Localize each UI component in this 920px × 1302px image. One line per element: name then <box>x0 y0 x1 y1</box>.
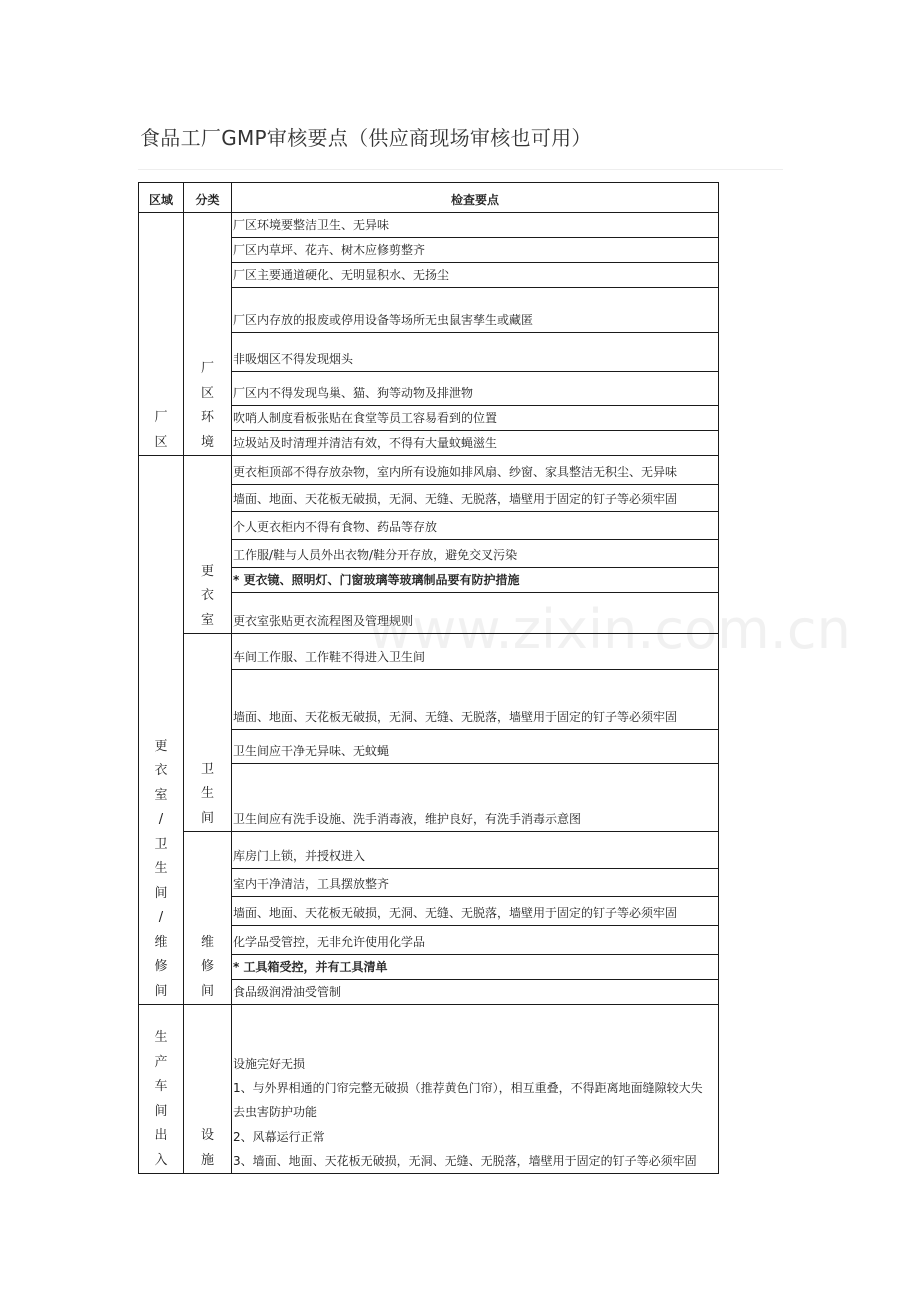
category-label <box>184 758 231 832</box>
category-cell <box>184 832 232 1005</box>
audit-table <box>138 182 719 1174</box>
vertical-char: 入 <box>154 1152 168 1168</box>
vertical-char: 环 <box>200 410 214 425</box>
vertical-char: / <box>158 812 164 827</box>
area-label <box>139 406 183 455</box>
vertical-char: 车 <box>154 1079 168 1094</box>
vertical-char: 产 <box>154 1054 168 1070</box>
watermark: www.zixin.com.cn <box>368 598 851 661</box>
vertical-char: 更 <box>154 738 168 754</box>
check-item: 库房门上锁，并授权进入 <box>232 832 719 869</box>
table-row <box>139 213 719 238</box>
header-points: 检查要点 <box>232 183 719 213</box>
check-item: 厂区主要通道硬化、无明显积水、无扬尘 <box>232 263 719 288</box>
vertical-char: 更 <box>200 563 214 579</box>
check-item: * 更衣镜、照明灯、门窗玻璃等玻璃制品要有防护措施 <box>232 568 719 593</box>
area-cell <box>139 456 184 1005</box>
check-item: 卫生间应干净无异味、无蚊蝇 <box>232 730 719 764</box>
area-cell <box>139 213 184 456</box>
category-label <box>184 931 231 1005</box>
check-item: 垃圾站及时清理并清洁有效，不得有大量蚊蝇滋生 <box>232 431 719 456</box>
vertical-char: 间 <box>200 810 214 826</box>
table-row <box>139 1005 719 1174</box>
vertical-char: 室 <box>154 787 168 803</box>
vertical-char: 卫 <box>200 761 214 777</box>
check-line: 3、墙面、地面、天花板无破损，无洞、无缝、无脱落，墙壁用于固定的钉子等必须牢固 <box>233 1153 697 1168</box>
header-area: 区域 <box>139 183 184 213</box>
check-line: 设施完好无损 <box>233 1056 306 1071</box>
check-line: 2、风幕运行正常 <box>233 1129 325 1144</box>
vertical-char: 维 <box>154 934 168 950</box>
category-label <box>184 1124 231 1173</box>
vertical-char: 卫 <box>154 836 168 852</box>
vertical-char: 修 <box>200 959 214 974</box>
check-item: 非吸烟区不得发现烟头 <box>232 333 719 372</box>
check-line: 去虫害防护功能 <box>233 1105 318 1120</box>
vertical-char: 区 <box>200 385 214 401</box>
check-item: * 工具箱受控，并有工具清单 <box>232 955 719 980</box>
check-item: 食品级润滑油受管制 <box>232 980 719 1005</box>
check-item: 化学品受管控，无非允许使用化学品 <box>232 926 719 955</box>
check-item: 更衣室张贴更衣流程图及管理规则 <box>232 593 719 634</box>
category-label <box>184 560 231 634</box>
vertical-char: 间 <box>154 885 168 901</box>
check-item: 厂区内不得发现鸟巢、猫、狗等动物及排泄物 <box>232 372 719 406</box>
check-line: 1、与外界相通的门帘完整无破损（推荐黄色门帘），相互重叠，不得距离地面缝隙较大失 <box>233 1081 703 1096</box>
check-item-multiline <box>232 1005 719 1174</box>
check-item: 厂区环境要整洁卫生、无异味 <box>232 213 719 238</box>
title-divider <box>138 169 783 170</box>
check-item: 室内干净清洁，工具摆放整齐 <box>232 869 719 897</box>
table-row <box>139 634 719 670</box>
area-label <box>139 735 183 1005</box>
vertical-char: 境 <box>200 434 214 450</box>
vertical-char: 区 <box>154 434 168 450</box>
vertical-char: 厂 <box>200 361 214 376</box>
check-item: 工作服/鞋与人员外出衣物/鞋分开存放，避免交叉污染 <box>232 540 719 568</box>
check-item: 个人更衣柜内不得有食物、药品等存放 <box>232 512 719 540</box>
vertical-char: 生 <box>154 861 168 876</box>
check-item: 吹哨人制度看板张贴在食堂等员工容易看到的位置 <box>232 406 719 431</box>
vertical-char: 衣 <box>200 588 214 603</box>
table-row <box>139 456 719 485</box>
area-cell <box>139 1005 184 1174</box>
vertical-char: 生 <box>200 786 214 801</box>
vertical-char: 施 <box>200 1152 214 1168</box>
vertical-char: 修 <box>154 959 168 974</box>
vertical-char: 室 <box>200 612 214 628</box>
category-cell <box>184 634 232 832</box>
vertical-char: 厂 <box>154 410 168 425</box>
check-item: 墙面、地面、天花板无破损，无洞、无缝、无脱落，墙壁用于固定的钉子等必须牢固 <box>232 670 719 730</box>
vertical-char: 生 <box>154 1030 168 1045</box>
check-item: 卫生间应有洗手设施、洗手消毒液，维护良好，有洗手消毒示意图 <box>232 764 719 832</box>
vertical-char: 间 <box>200 983 214 999</box>
header-category: 分类 <box>184 183 232 213</box>
check-item: 车间工作服、工作鞋不得进入卫生间 <box>232 634 719 670</box>
check-item: 墙面、地面、天花板无破损，无洞、无缝、无脱落，墙壁用于固定的钉子等必须牢固 <box>232 897 719 926</box>
check-item: 墙面、地面、天花板无破损，无洞、无缝、无脱落，墙壁用于固定的钉子等必须牢固 <box>232 485 719 512</box>
table-row <box>139 832 719 869</box>
vertical-char: 间 <box>154 1103 168 1119</box>
category-cell <box>184 456 232 634</box>
page-title: 食品工厂GMP审核要点（供应商现场审核也可用） <box>140 126 592 150</box>
check-item: 更衣柜顶部不得存放杂物，室内所有设施如排风扇、纱窗、家具整洁无积尘、无异味 <box>232 456 719 485</box>
check-item: 厂区内草坪、花卉、树木应修剪整齐 <box>232 238 719 263</box>
category-label <box>184 357 231 455</box>
check-item: 厂区内存放的报废或停用设备等场所无虫鼠害孳生或藏匿 <box>232 288 719 333</box>
vertical-char: 维 <box>200 934 214 950</box>
category-cell <box>184 213 232 456</box>
table-header-row <box>139 183 719 213</box>
vertical-char: 衣 <box>154 763 168 778</box>
vertical-char: 间 <box>154 983 168 999</box>
vertical-char: 出 <box>154 1128 168 1143</box>
category-cell <box>184 1005 232 1174</box>
vertical-char: 设 <box>200 1128 214 1143</box>
area-label <box>139 1026 183 1173</box>
vertical-char: / <box>158 910 164 925</box>
